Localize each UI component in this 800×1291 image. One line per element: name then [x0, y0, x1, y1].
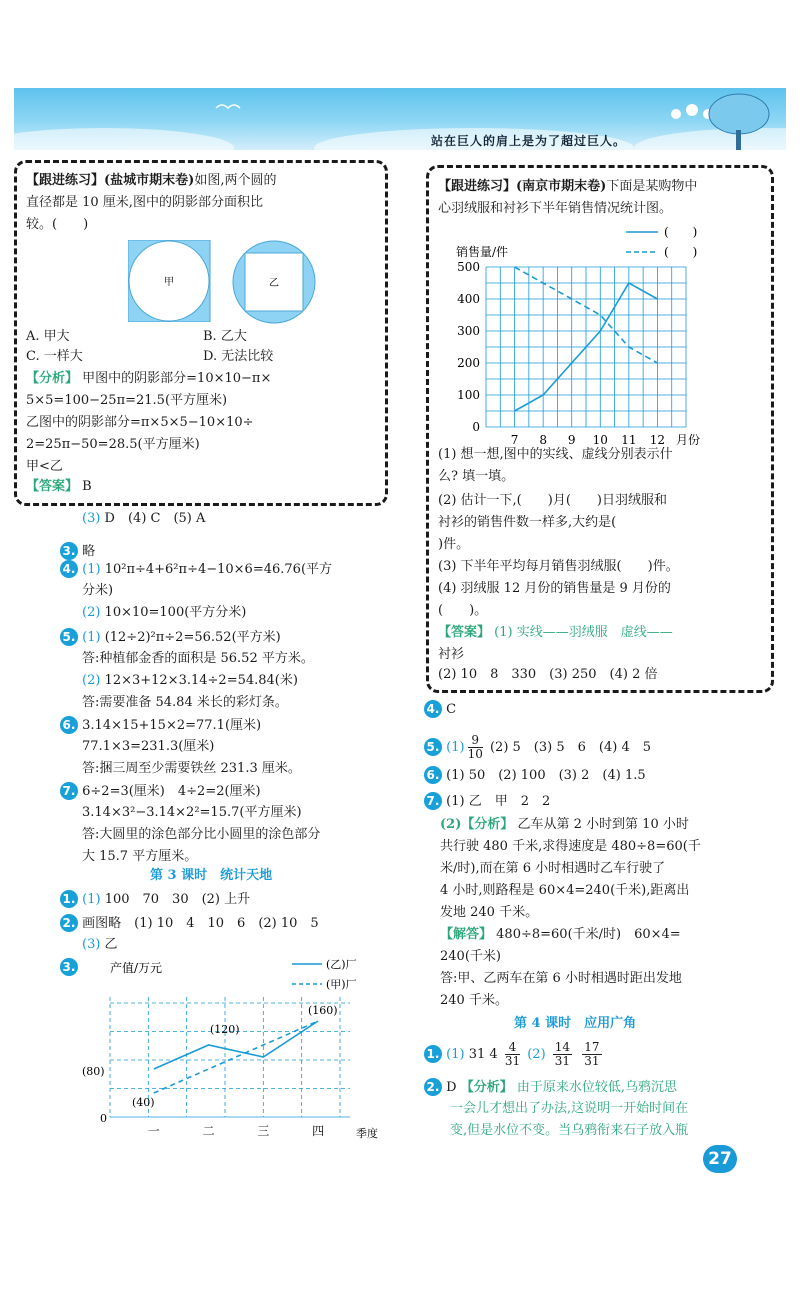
sub-question-number: (1): [82, 892, 105, 907]
sales-chart-ylabel: 销售量/件: [456, 245, 509, 259]
right-part1-line2: 么? 填一填。: [438, 469, 515, 484]
answer-text: 分米): [82, 583, 114, 598]
sales-xtick-label: 12: [649, 433, 666, 447]
right-answer-7: 7. (1) 乙 甲 2 2: [424, 792, 550, 811]
answer-text: 77.1×3=231.3(厘米): [82, 739, 215, 754]
q7-solution-line1: 【解答】 480÷8=60(千米/时) 60×4=: [440, 927, 681, 942]
answer-text: 10×10=100(平方分米): [104, 605, 247, 620]
section-3-answer-line: [60, 914, 319, 933]
analysis-line4: 2=25π−50=28.5(平方厘米): [26, 437, 200, 452]
production-chart-label-160: (160): [308, 1004, 338, 1017]
answer-text: 12×3+12×3.14÷2=54.84(米): [104, 673, 298, 688]
answer-text: 答:捆三周至少需要铁丝 231.3 厘米。: [82, 761, 301, 776]
q7-analysis-line5: 发地 240 千米。: [440, 905, 539, 920]
left-answer-line: [82, 510, 205, 528]
header-banner: [14, 88, 786, 150]
option-b: B. 乙大: [203, 329, 247, 344]
production-xtick-label: 四: [312, 1124, 325, 1138]
question-number: 6.: [60, 716, 78, 734]
right-answer-5: 5. (1) $\frac{9}{10}$ (2) 5 (3) 5 6 (4) 4 5: [424, 734, 651, 761]
production-xtick-label: 三: [257, 1124, 270, 1138]
left-answer-line: [82, 760, 301, 778]
left-answer-line: [60, 542, 95, 561]
left-answer-line: [82, 694, 288, 712]
left-answer-line: [82, 804, 302, 822]
question-number: 5.: [60, 628, 78, 646]
sub-question-number: (1): [82, 630, 105, 645]
question-number: 4.: [60, 560, 78, 578]
sub-question-number: (2): [82, 605, 105, 620]
answer-line: 【答案】 B: [26, 479, 92, 494]
answer-text: 乙: [104, 937, 118, 952]
fraction-9-10: $\frac{9}{10}$: [467, 733, 483, 761]
figure-yi-label: 乙: [269, 278, 279, 289]
section-4-analysis-line2: 一会儿才想出了办法,这说明一开始时间在: [450, 1101, 689, 1116]
section-4-answer-2: 2. D 【分析】 由于原来水位较低,乌鸦沉思: [424, 1078, 677, 1097]
gull-icon: [214, 100, 244, 112]
tree-icon: [704, 92, 774, 150]
sales-xtick-label: 10: [592, 433, 608, 447]
sales-ytick-label: 0: [472, 420, 480, 434]
sales-legend-dashed-label: ( ): [664, 245, 698, 259]
left-answer-line: [60, 782, 261, 801]
right-question-line1: 【跟进练习】(南京市期末卷)下面是某购物中: [438, 179, 698, 194]
option-a: A. 甲大: [26, 329, 70, 344]
left-question-line3: 较。( ): [26, 217, 89, 232]
left-question-line2: 直径都是 10 厘米,图中的阴影部分面积比: [26, 195, 263, 210]
sales-ytick-label: 400: [457, 292, 480, 306]
right-part3: (3) 下半年平均每月销售羽绒服( )件。: [438, 559, 679, 574]
left-answer-line: [60, 560, 332, 579]
right-answer-line3: (2) 10 8 330 (3) 250 (4) 2 倍: [438, 667, 658, 682]
sub-question-number: (3): [82, 511, 105, 526]
q7-analysis-line4: 4 小时,则路程是 60×4=240(千米),距离出: [440, 883, 690, 898]
sales-xtick-label: 11: [621, 433, 637, 447]
sales-xtick-label: 9: [567, 433, 576, 447]
analysis-line3: 乙图中的阴影部分=π×5×5−10×10÷: [26, 415, 254, 430]
section-3-answer-line: [60, 890, 250, 909]
production-chart-zero: 0: [100, 1112, 107, 1125]
fraction-4-31: $\frac{4}{31}$: [504, 1040, 521, 1068]
section-4-title: 第 4 课时 应用广角: [514, 1016, 637, 1031]
right-answer-line2: 衬衫: [438, 647, 465, 662]
sales-ytick-label: 500: [457, 260, 480, 274]
answer-text: 答:大圆里的涂色部分比小圆里的涂色部分: [82, 827, 321, 842]
question-number: 7.: [60, 782, 78, 800]
left-answer-line: [82, 604, 246, 622]
answer-text: (12÷2)²π÷2=56.52(平方米): [104, 630, 281, 645]
option-c: C. 一样大: [26, 349, 83, 364]
right-answer-line1: 【答案】 (1) 实线——羽绒服 虚线——: [438, 625, 673, 640]
answer-text: 10²π÷4+6²π÷4−10×6=46.76(平方: [104, 562, 333, 577]
sales-xtick-label: 8: [539, 433, 547, 447]
production-xtick-label: 二: [202, 1124, 215, 1138]
production-chart: [70, 952, 390, 1142]
left-answer-line: [82, 672, 298, 690]
answer-text: 3.14×15+15×2=77.1(厘米): [82, 718, 262, 733]
left-answer-line: [82, 582, 113, 600]
question-number: 3.: [60, 542, 78, 560]
answer-text: 答:种植郁金香的面积是 56.52 平方米。: [82, 651, 314, 666]
section-4-answer-1: 1. (1) 31 4 $\frac{4}{31}$ (2) $\frac{14}{31}$ $\frac{17}{31}$: [424, 1040, 605, 1070]
left-answer-line: [82, 738, 214, 756]
q7-analysis-line3: 米/时),而在第 6 小时相遇时乙车行驶了: [440, 861, 666, 876]
q7-analysis-line2: 共行驶 480 千米,求得速度是 480÷8=60(千: [440, 839, 701, 854]
sub-question-number: (1): [82, 562, 105, 577]
production-chart-label-120: (120): [210, 1023, 240, 1036]
right-part1-line1: (1) 想一想,图中的实线、虚线分别表示什: [438, 447, 673, 462]
sales-xtick-label: 7: [510, 433, 519, 447]
sales-chart: [436, 222, 766, 452]
section-3-title: 第 3 课时 统计天地: [150, 868, 273, 883]
sub-question-number: (3): [82, 937, 105, 952]
analysis-line2: 5×5=100−25π=21.5(平方厘米): [26, 393, 228, 408]
motto-text: 站在巨人的肩上是为了超过巨人。: [430, 134, 626, 148]
page-number: 27: [703, 1145, 737, 1173]
fraction-17-31: $\frac{17}{31}$: [584, 1040, 600, 1068]
production-chart-xlabel: 季度: [356, 1127, 378, 1140]
answer-text: D (4) C (5) A: [104, 511, 206, 526]
option-d: D. 无法比较: [203, 349, 274, 364]
figure-yi: [232, 240, 316, 324]
answer-text: 画图略 (1) 10 4 10 6 (2) 10 5: [82, 916, 319, 931]
right-part2-line2: 衬衫的销售件数一样多,大约是(: [438, 515, 617, 530]
production-xtick-label: 一: [147, 1124, 160, 1138]
left-answer-line: [82, 650, 314, 668]
q7-solution-line4: 240 千米。: [440, 993, 508, 1008]
sales-legend-solid-label: ( ): [664, 225, 698, 239]
production-chart-label-80: (80): [82, 1065, 105, 1078]
q7-solution-line3: 答:甲、乙两车在第 6 小时相遇时距出发地: [440, 971, 682, 986]
production-chart-ylabel: 产值/万元: [110, 961, 163, 975]
answer-text: 略: [82, 544, 96, 559]
sales-chart-xlabel: 月份: [676, 433, 701, 447]
q7-analysis-line1: (2)【分析】 乙车从第 2 小时到第 10 小时: [440, 817, 689, 832]
question-number: 2.: [60, 914, 78, 932]
answer-text: 答:需要准备 54.84 米长的彩灯条。: [82, 695, 288, 710]
question-number: 3.: [60, 958, 78, 976]
sub-question-number: (2): [82, 673, 105, 688]
production-chart-label-40: (40): [132, 1096, 155, 1109]
sales-ytick-label: 200: [457, 356, 480, 370]
answer-text: 大 15.7 平方厘米。: [82, 849, 198, 864]
fraction-14-31: $\frac{14}{31}$: [554, 1040, 571, 1068]
left-answer-line: [82, 826, 320, 844]
question-number: 1.: [60, 890, 78, 908]
right-part2-line3: )件。: [438, 537, 470, 552]
legend-yi-label: (乙)厂: [326, 958, 357, 971]
right-part4-line2: ( )。: [438, 603, 488, 618]
figure-jia-label: 甲: [164, 277, 174, 288]
figure-jia: [128, 240, 228, 322]
right-answer-4: 4. C: [424, 700, 456, 719]
right-part4-line1: (4) 羽绒服 12 月份的销售量是 9 月份的: [438, 581, 671, 596]
sales-ytick-label: 100: [457, 388, 480, 402]
left-answer-line: [60, 716, 261, 735]
analysis-line5: 甲<乙: [26, 459, 63, 474]
legend-jia-label: (甲)厂: [326, 978, 357, 991]
q7-solution-line2: 240(千米): [440, 949, 501, 964]
section-4-analysis-line3: 变,但是水位不变。当乌鸦衔来石子放入瓶: [450, 1123, 689, 1138]
right-question-line2: 心羽绒服和衬衫下半年销售情况统计图。: [438, 201, 673, 216]
left-question-line1: 【跟进练习】(盐城市期末卷)如图,两个圆的: [26, 173, 277, 188]
analysis-line1: 【分析】 甲图中的阴影部分=10×10−π×: [26, 371, 272, 386]
answer-text: 100 70 30 (2) 上升: [104, 892, 251, 907]
right-part2-line1: (2) 估计一下,( )月( )日羽绒服和: [438, 493, 667, 508]
right-answer-6: 6. (1) 50 (2) 100 (3) 2 (4) 1.5: [424, 766, 646, 785]
sales-ytick-label: 300: [457, 324, 480, 338]
answer-text: 3.14×3²−3.14×2²=15.7(平方厘米): [82, 805, 302, 820]
left-answer-line: [60, 628, 281, 647]
answer-text: 6÷2=3(厘米) 4÷2=2(厘米): [82, 784, 261, 799]
